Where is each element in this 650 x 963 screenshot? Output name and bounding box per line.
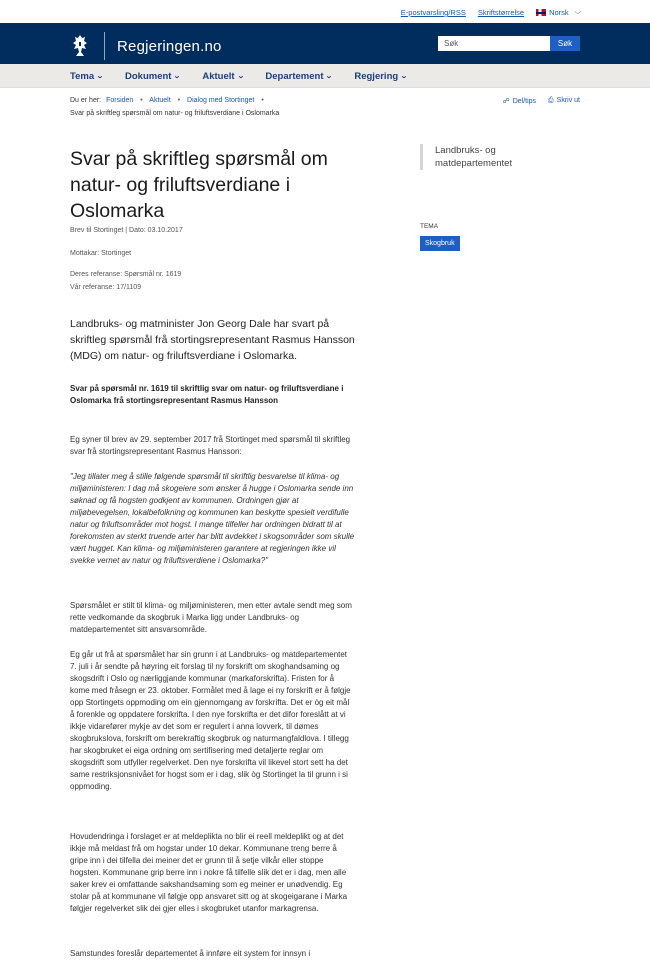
breadcrumb <box>70 97 279 117</box>
nav-item-departement[interactable] <box>265 71 332 82</box>
nav-label: Tema <box>70 70 95 82</box>
document-type-date: Brev til Stortinget | Dato: 03.10.2017 <box>70 227 183 234</box>
nav-label: Aktuelt <box>202 70 235 82</box>
share-button[interactable] <box>503 97 536 105</box>
department-line: Landbruks- og <box>435 145 496 156</box>
sidebar-department[interactable] <box>420 144 580 170</box>
print-icon: ⎙ <box>548 97 554 104</box>
site-header <box>0 23 650 64</box>
nav-label: Regjering <box>354 70 399 82</box>
site-logo[interactable] <box>70 32 222 60</box>
logo-divider <box>104 32 105 60</box>
reference-ours: Vår referanse: 17/1109 <box>70 284 142 291</box>
search-button[interactable]: Søk <box>550 36 580 51</box>
nav-label: Dokument <box>125 70 172 82</box>
article-subheading: Svar på spørsmål nr. 1619 til skriftlig svar om natur- og friluftsverdiane i Oslomarka frå stortingsrepresentant Rasmus Hansson <box>70 384 344 405</box>
language-selector[interactable] <box>536 8 580 17</box>
sidebar-tema-label: TEMA <box>420 223 439 230</box>
page-tools <box>503 97 580 105</box>
article-paragraph: Spørsmålet er stilt til klima- og miljøministeren, men etter avtale sendt meg som rette vedkomande da skogbruk i Marka ligg under Landbruks- og matdepartementet sitt ansvarsområde. <box>70 601 352 634</box>
breadcrumb-link-aktuelt[interactable]: Aktuelt <box>149 97 171 104</box>
breadcrumb-link-dialog[interactable]: Dialog med Stortinget <box>187 97 255 104</box>
article-quote: "Jeg tillater meg å stille følgende spørsmål til skriftlig besvarelse til klima- og miljøministeren: I dag må skogeiere som ønsker å hugge i Oslomarka sende inn søknad og få hogsten godkjent av kommunen. Ordningen gjør at miljøbevegelsen, lokalbefolkning og kommunen kan beskytte spesielt verdifulle natur og friluftsområder mot hogst. I mange tilfeller har ordningen bidratt til at forekomsten av sterkt truende arter har blitt avdekket i skogsområder som skulle vært hugget. Kan klima- og miljøministeren garantere at regjeringen ikke vil svekke vernet av natur og friluftsverdiene i Oslomarka?" <box>70 472 355 565</box>
chevron-down-icon: ⌵ <box>573 8 581 16</box>
chevron-down-icon: ⌄ <box>236 73 245 80</box>
article-paragraph: Eg syner til brev av 29. september 2017 frå Stortinget med spørsmål til skriftleg svar frå stortingsrepresentant Rasmus Hansson: <box>70 435 351 456</box>
breadcrumb-separator: • <box>261 97 264 104</box>
breadcrumb-separator: • <box>177 97 181 104</box>
chevron-down-icon: ⌄ <box>173 73 182 80</box>
norway-flag-icon <box>536 9 546 16</box>
nav-item-tema[interactable] <box>70 71 103 82</box>
article-paragraph: Samstundes foreslår departementet å innføre eit system for innsyn i <box>70 949 311 958</box>
recipient: Mottakar: Stortinget <box>70 250 132 257</box>
department-line: matdepartementet <box>435 158 513 169</box>
utility-bar <box>401 8 580 17</box>
site-name: Regjeringen.no <box>117 37 222 55</box>
share-label: Del/tips <box>512 98 537 105</box>
chevron-down-icon: ⌄ <box>96 73 104 80</box>
nav-item-dokument[interactable] <box>125 71 180 82</box>
page-title: Svar på skriftleg spørsmål om natur- og friluftsverdiane i Oslomarka <box>70 148 328 222</box>
print-label: Skriv ut <box>556 97 580 104</box>
article-paragraph: Eg går ut frå at spørsmålet har sin grunn i at Landbruks- og matdepartementet 7. juli i år sendte på høyring eit forslag til ny forskrift om skoghandsaming og skogsdrift i Oslo og nærliggjande kommunar (markaforskrifta). Fristen for å kome med fråsegn er 23. oktober. Formålet med å lage ei ny forskrift er å følgje opp Stortingets oppmoding om ein gjennomgang av forskrifta. Det er òg eit mål å forenkle og oppdatere forskrifta. I den nye forskrifta er det difor foreslått at vi ikkje vidarefører mykje av det som er regulert i anna lovverk, til dømes skogbrukslova, forskrift om berekraftig skogbruk og naturmangfaldlova. I tillegg har skogbruket ei eiga ordning om sertifisering med detaljerte reglar om skogsdrift som utfyller regelverket. Den nye forskrifta vil likevel stort sett ha det same restriksjonsnivået for hogst som er i dag, slik òg Stortinget la til grunn i si oppmoding. <box>70 650 351 791</box>
article-paragraph: Hovudendringa i forslaget er at meldeplikta no blir ei reell meldeplikt og at det ikkje må meldast frå om hogstar under 10 dekar. Kommunane treng berre å gripe inn i dei tilfella dei meiner det er grunn til å setje vilkår eller stoppe hogsten. Kommunane grip berre inn i nokre få tilfelle slik det er i dag, men alle saker krev ei omfattande sakshandsaming som eg meiner er unødvendig. Eg stolar på at kommunane vil følgje opp ansvaret sitt og at skogeigarane i Marka følgjer regelverket slik dei gjer elles i skogbruket utanfor markagrensa. <box>70 832 348 913</box>
breadcrumb-separator: • <box>140 97 143 104</box>
share-icon: ☍ <box>502 98 510 105</box>
article-lead: Landbruks- og matminister Jon Georg Dale har svart på skriftleg spørsmål frå stortingsrepresentant Rasmus Hansson (MDG) om natur- og friluftsverdiane i Oslomarka. <box>70 318 355 362</box>
chevron-down-icon: ⌄ <box>325 73 334 80</box>
chevron-down-icon: ⌄ <box>400 73 408 80</box>
search-input[interactable] <box>438 36 550 51</box>
rss-link[interactable]: E-postvarsling/RSS <box>400 8 466 17</box>
nav-item-aktuelt[interactable] <box>202 71 243 82</box>
nav-label: Departement <box>265 70 324 82</box>
reference-theirs: Deres referanse: Spørsmål nr. 1619 <box>70 271 182 278</box>
font-size-link[interactable]: Skriftstørrelse <box>477 8 525 17</box>
topic-tag-skogbruk[interactable]: Skogbruk <box>420 236 460 251</box>
language-label: Norsk <box>549 8 569 17</box>
print-button[interactable] <box>548 97 580 105</box>
search-form <box>438 36 580 51</box>
lion-crest-icon <box>70 34 90 58</box>
breadcrumb-current: Svar på skriftleg spørsmål om natur- og friluftsverdiane i Oslomarka <box>70 110 280 117</box>
breadcrumb-prefix: Du er her: <box>70 97 102 104</box>
breadcrumb-link-forsiden[interactable]: Forsiden <box>106 97 134 104</box>
nav-item-regjering[interactable] <box>354 71 407 82</box>
main-navigation <box>0 64 650 88</box>
